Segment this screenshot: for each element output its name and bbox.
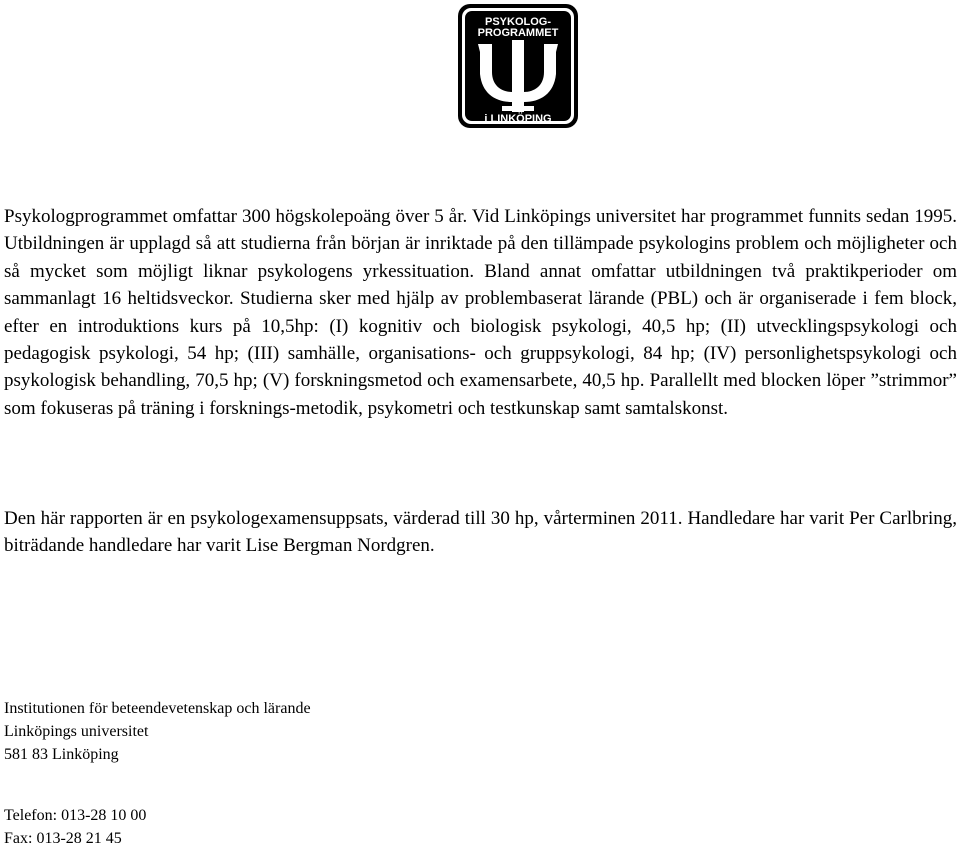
- postal-address: 581 83 Linköping: [4, 746, 119, 763]
- program-logo: [456, 2, 580, 130]
- department-name: Institutionen för beteendevetenskap och lärande: [4, 700, 311, 717]
- report-info-paragraph: Den här rapporten är en psykologexamensuppsats, värderad till 30 hp, vårterminen 2011. Handledare har varit Per Carlbring, biträdande handledare har varit Lise Bergman Nordgren.: [4, 508, 957, 557]
- contact-block: [4, 804, 146, 850]
- logo-text-top-2: PROGRAMMET: [477, 27, 559, 39]
- fax-number: Fax: 013-28 21 45: [4, 830, 122, 847]
- logo-text-bottom: i LINKÖPING: [484, 113, 552, 125]
- phone-number: Telefon: 013-28 10 00: [4, 807, 147, 824]
- address-block: [4, 697, 311, 766]
- program-description-paragraph: Psykologprogrammet omfattar 300 högskolepoäng över 5 år. Vid Linköpings universitet har programmet funnits sedan 1995. Utbildningen är upplagd så att studierna från början är inriktade på den tillämpade psykologins problem och möjligheter och så mycket som möjligt liknar psykologens yrkessituation. Bland annat omfattar utbildningen två praktikperioder om sammanlagt 16 heltidsveckor. Studierna sker med hjälp av problembaserat lärande (PBL) och är organiserade i fem block, efter en introduktions kurs på 10,5hp: (I) kognitiv och biologisk psykologi, 40,5 hp; (II) utvecklingspsykologi och pedagogisk psykologi, 54 hp; (III) samhälle, organisations- och gruppsykologi, 84 hp; (IV) personlighetspsykologi och psykologisk behandling, 70,5 hp; (V) forskningsmetod och examensarbete, 40,5 hp. Parallellt med blocken löper ”strimmor” som fokuseras på träning i forsknings-metodik, psykometri och testkunskap samt samtalskonst.: [4, 206, 957, 419]
- logo-text-top-1: PSYKOLOG-: [484, 16, 552, 28]
- university-name: Linköpings universitet: [4, 723, 149, 740]
